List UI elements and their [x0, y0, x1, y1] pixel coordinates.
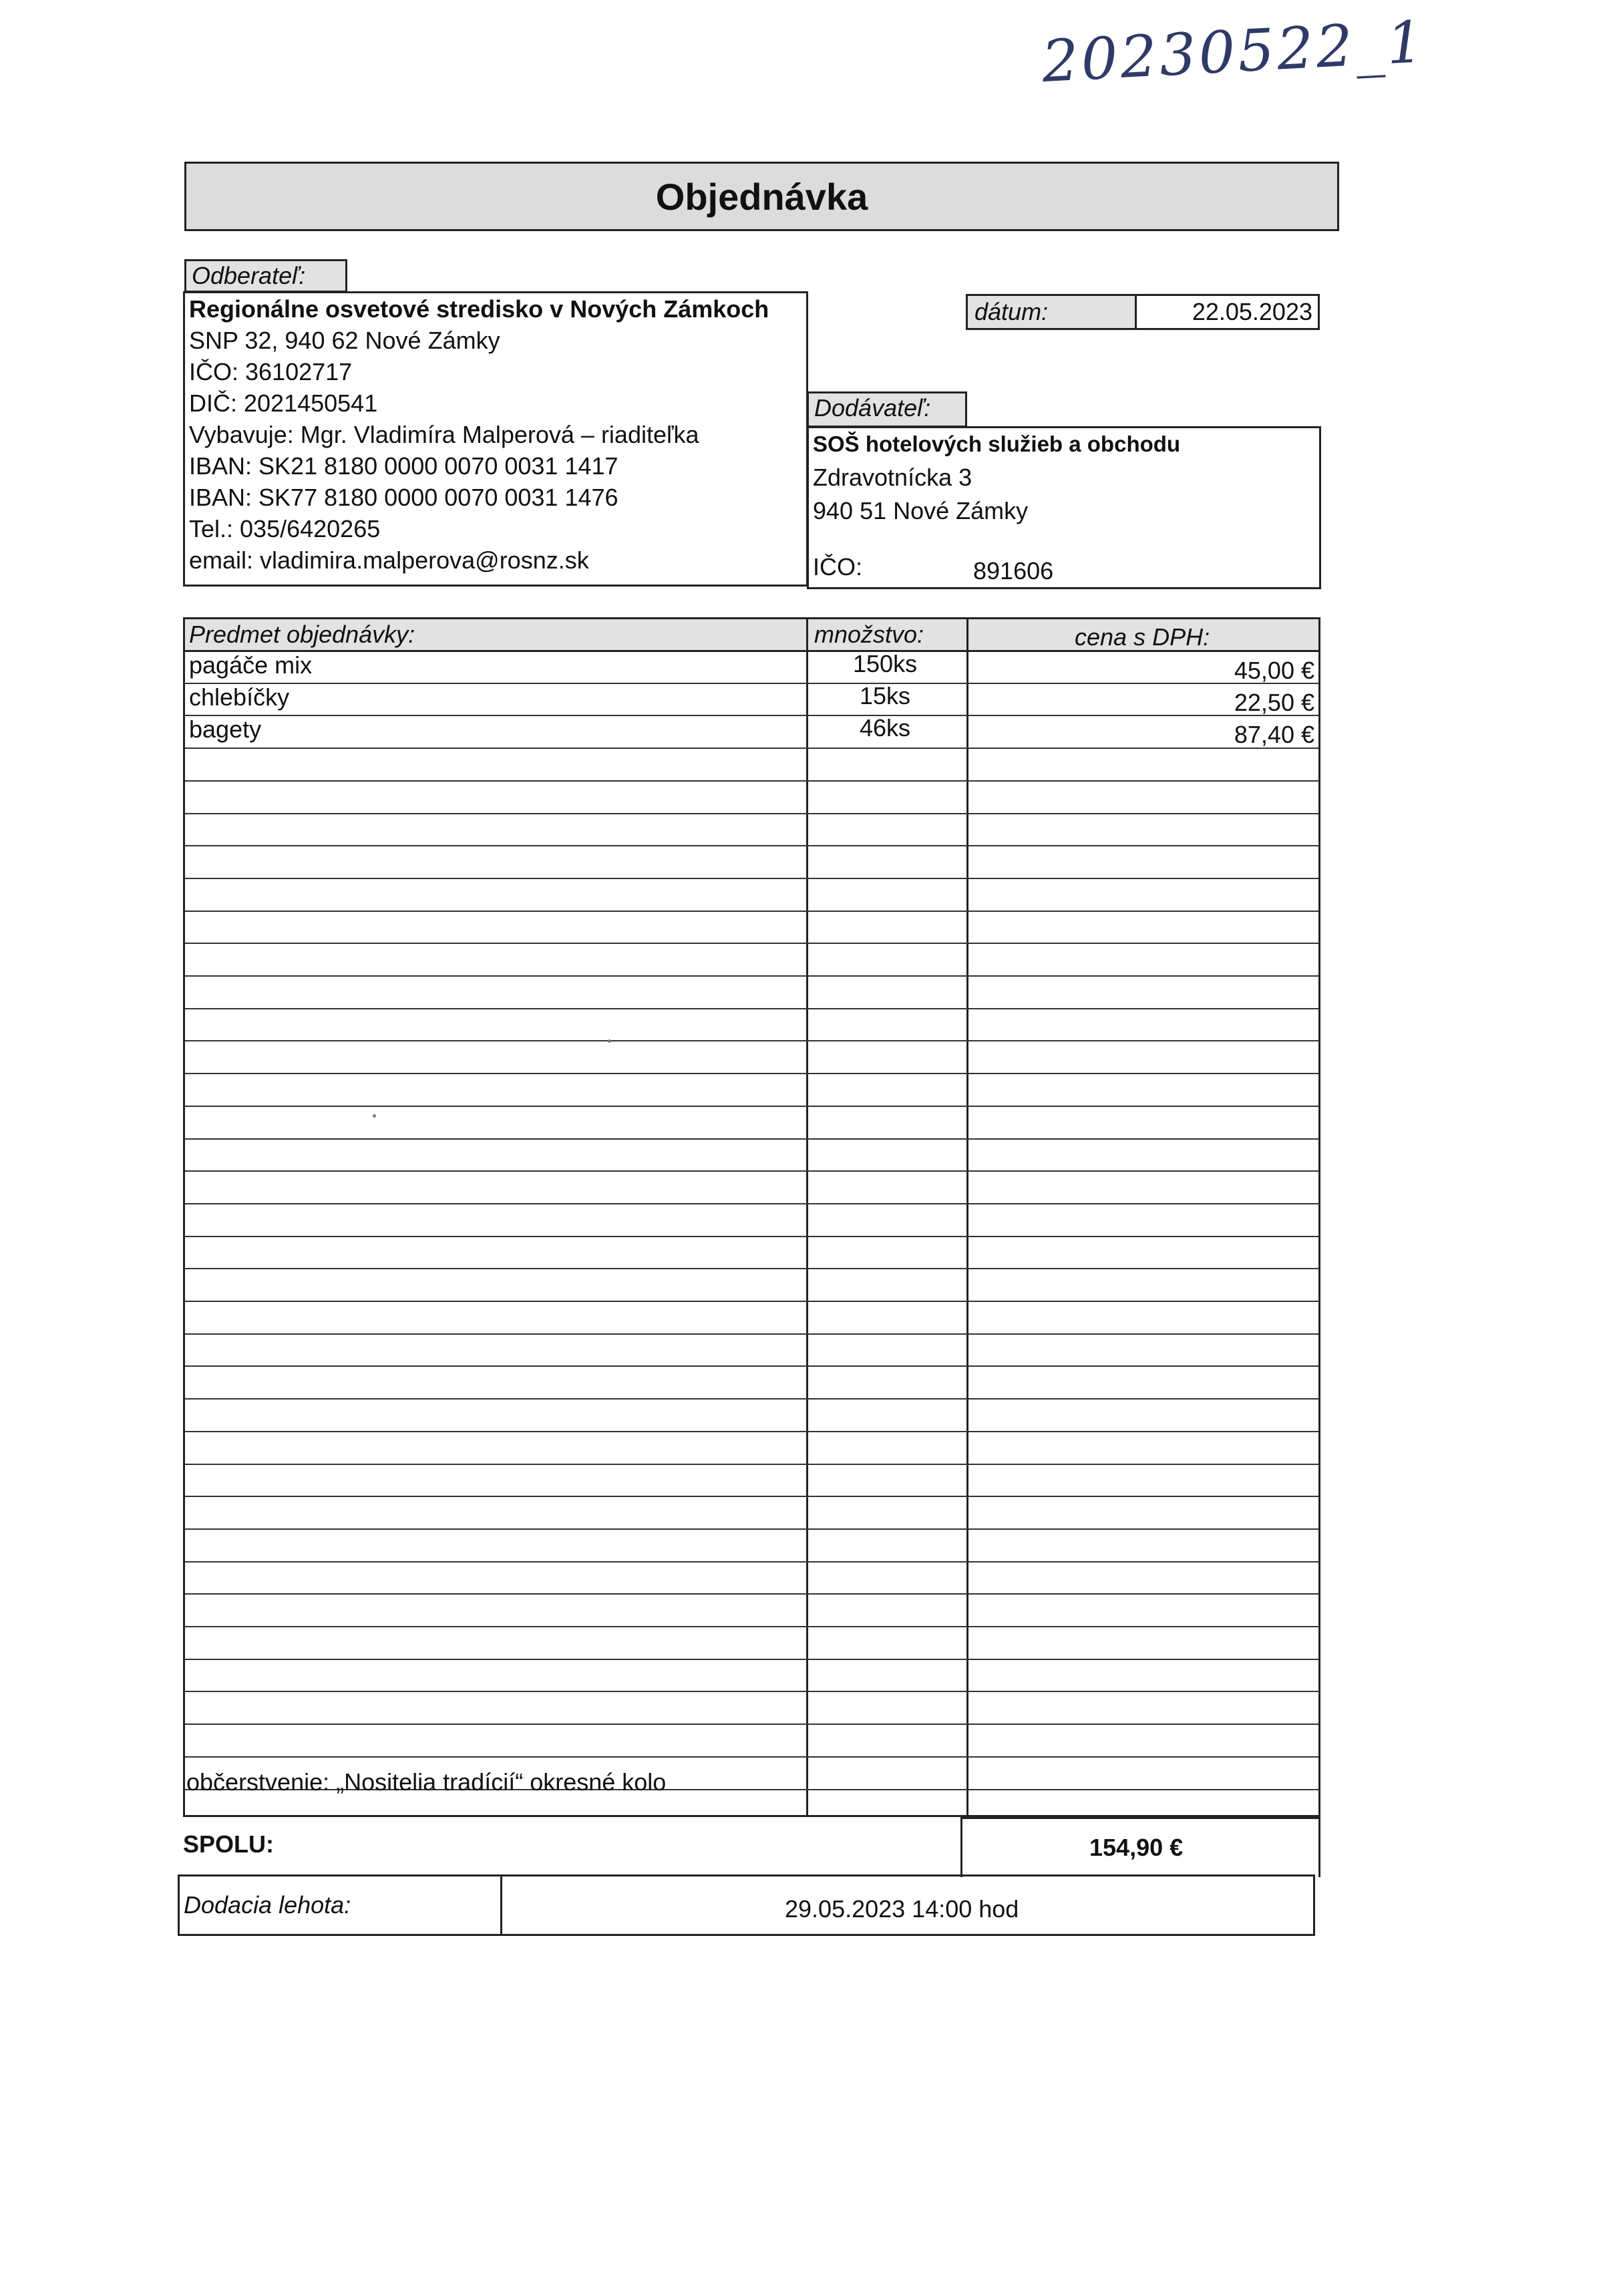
total-label: SPOLU: [183, 1830, 275, 1858]
item-quantity: 15ks [860, 682, 911, 709]
table-row-line [185, 1203, 1318, 1204]
item-quantity: 150ks [853, 650, 918, 677]
delivery-divider [500, 1876, 502, 1934]
header-item: Predmet objednávky: [189, 621, 415, 648]
table-row-line [185, 943, 1318, 944]
table-row-line [185, 975, 1318, 977]
table-row-line [185, 780, 1318, 782]
buyer-iban-1: IBAN: SK21 8180 0000 0070 0031 1417 [189, 452, 618, 480]
supplier-ico-label: IČO: [813, 553, 863, 581]
table-row-line [185, 1333, 1318, 1335]
header-quantity: množstvo: [814, 621, 924, 648]
scan-speck [608, 1039, 611, 1043]
item-quantity: 46ks [860, 714, 911, 742]
table-row-line [185, 1724, 1318, 1725]
delivery-label: Dodacia lehota: [184, 1891, 351, 1919]
date-label: dátum: [968, 296, 1137, 328]
total-row [183, 1817, 1320, 1877]
table-row-line [185, 715, 1318, 716]
table-row-line [185, 878, 1318, 879]
order-table [183, 617, 1320, 1817]
date-box [966, 294, 1320, 330]
item-name: bagety [189, 715, 262, 743]
item-name: pagáče mix [189, 651, 313, 679]
table-row-line [185, 1593, 1318, 1595]
table-row-line [185, 1464, 1318, 1465]
supplier-street: Zdravotnícka 3 [813, 464, 972, 491]
table-row-line [185, 1496, 1318, 1497]
buyer-email: email: vladimira.malperova@rosnz.sk [189, 546, 589, 574]
table-row-line [185, 1659, 1318, 1660]
table-row-line [185, 1301, 1318, 1302]
table-row-line [185, 1106, 1318, 1107]
table-row-line [185, 1626, 1318, 1627]
table-row-line [185, 683, 1318, 684]
header-cell-item [185, 619, 808, 652]
delivery-value: 29.05.2023 14:00 hod [785, 1895, 1019, 1923]
item-price: 22,50 € [1234, 689, 1314, 716]
table-row-line [185, 911, 1318, 912]
supplier-city: 940 51 Nové Zámky [813, 497, 1029, 524]
order-note: občerstvenie: „Nositelia tradícií“ okresné kolo [186, 1768, 667, 1796]
handwritten-reference: 20230522_1 [1040, 9, 1428, 96]
table-row-line [185, 1008, 1318, 1009]
buyer-box [183, 291, 808, 587]
item-price: 87,40 € [1234, 721, 1314, 748]
header-price: cena s DPH: [1075, 623, 1210, 651]
buyer-phone: Tel.: 035/6420265 [189, 515, 381, 542]
table-row-line [185, 845, 1318, 846]
table-row-line [185, 748, 1318, 749]
page-title: Objednávka [184, 162, 1339, 231]
table-row-line [185, 1398, 1318, 1400]
table-row-line [185, 1236, 1318, 1237]
table-row-line [185, 1528, 1318, 1530]
supplier-box [807, 426, 1321, 589]
buyer-address: SNP 32, 940 62 Nové Zámky [189, 327, 500, 354]
table-row-line [185, 1073, 1318, 1074]
header-cell-qty [808, 619, 968, 652]
buyer-ico: IČO: 36102717 [189, 358, 353, 385]
table-row-line [185, 1691, 1318, 1692]
buyer-label: Odberateľ: [184, 259, 347, 293]
total-value: 154,90 € [1089, 1834, 1184, 1861]
scan-speck [373, 1114, 376, 1118]
table-row-line [185, 1138, 1318, 1140]
item-name: chlebíčky [189, 683, 290, 711]
supplier-name: SOŠ hotelových služieb a obchodu [813, 432, 1181, 456]
table-row-line [185, 1365, 1318, 1367]
date-value: 22.05.2023 [1192, 298, 1312, 325]
column-divider [806, 619, 808, 1815]
table-row-line [185, 813, 1318, 814]
table-row-line [185, 1040, 1318, 1041]
table-row-line [185, 1756, 1318, 1758]
table-row-line [185, 1170, 1318, 1172]
buyer-dic: DIČ: 2021450541 [189, 389, 378, 417]
supplier-ico-value: 891606 [973, 557, 1054, 585]
table-row-line [185, 1561, 1318, 1563]
delivery-row [178, 1874, 1315, 1936]
buyer-name: Regionálne osvetové stredisko v Nových Zámkoch [189, 295, 769, 323]
header-cell-price [968, 619, 1318, 652]
total-cell [960, 1817, 1320, 1877]
table-row-line [185, 1431, 1318, 1432]
buyer-iban-2: IBAN: SK77 8180 0000 0070 0031 1476 [189, 484, 618, 511]
buyer-contact: Vybavuje: Mgr. Vladimíra Malperová – riaditeľka [189, 421, 699, 448]
supplier-label: Dodávateľ: [807, 391, 967, 428]
table-row-line [185, 1268, 1318, 1269]
column-divider [966, 619, 968, 1815]
item-price: 45,00 € [1234, 657, 1314, 684]
